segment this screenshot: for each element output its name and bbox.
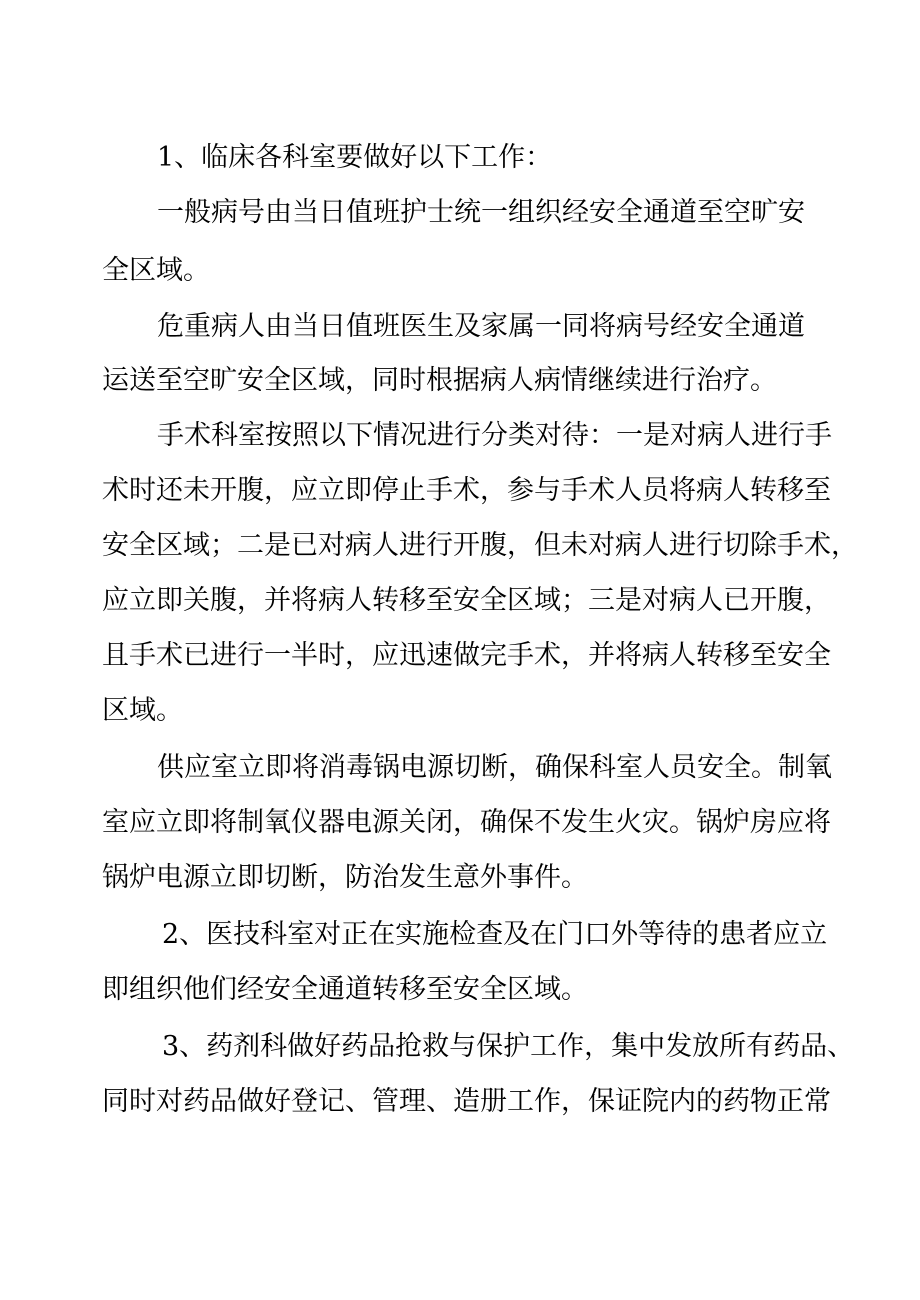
text-line: 手术科室按照以下情况进行分类对待：一是对病人进行手 [157,420,832,451]
text-line: 一般病号由当日值班护士统一组织经安全通道至空旷安 [157,197,805,228]
text-line: 应立即关腹，并将病人转移至安全区域；三是对病人已开腹， [102,585,831,616]
text-line: 同时对药品做好登记、管理、造册工作，保证院内的药物正常 [102,1086,831,1117]
text-line: 供应室立即将消毒锅电源切断，确保科室人员安全。制氧 [157,752,832,783]
text-line: 区域。 [102,695,183,726]
text-line: 运送至空旷安全区域，同时根据病人病情继续进行治疗。 [102,365,777,396]
text-line: 安全区域；二是已对病人进行开腹，但未对病人进行切除手术， [102,530,858,561]
text-line: 术时还未开腹，应立即停止手术，参与手术人员将病人转移至 [102,475,831,506]
text-line: 且手术已进行一半时，应迅速做完手术，并将病人转移至安全 [102,640,831,671]
text-line: 即组织他们经安全通道转移至安全区域。 [102,974,588,1005]
text-line: 3、药剂科做好药品抢救与保护工作，集中发放所有药品、 [162,1031,855,1062]
text-line: 2、医技科室对正在实施检查及在门口外等待的患者应立 [162,919,828,950]
text-line: 1、临床各科室要做好以下工作： [157,142,553,173]
text-line: 锅炉电源立即切断，防治发生意外事件。 [102,862,588,893]
text-line: 室应立即将制氧仪器电源关闭，确保不发生火灾。锅炉房应将 [102,807,831,838]
text-line: 全区域。 [102,255,210,286]
text-line: 危重病人由当日值班医生及家属一同将病号经安全通道 [157,311,805,342]
